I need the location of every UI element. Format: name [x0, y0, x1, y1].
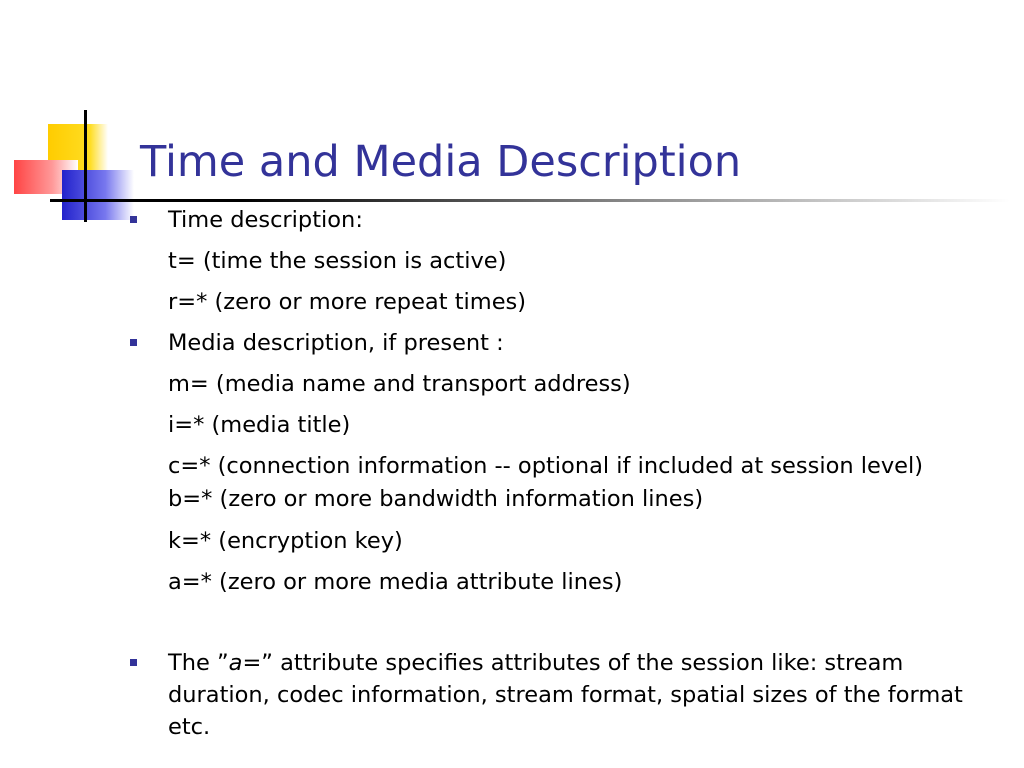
- media-description-heading: Media description, if present :: [168, 330, 504, 356]
- slide-title: Time and Media Description: [140, 137, 742, 187]
- title-divider: [50, 199, 1010, 202]
- decorative-squares-graphic: [0, 0, 140, 240]
- bullet-square-icon: [130, 339, 137, 346]
- media-description-line: m= (media name and transport address): [168, 371, 631, 397]
- media-description-line: i=* (media title): [168, 412, 351, 438]
- media-description-line: a=* (zero or more media attribute lines): [168, 569, 623, 595]
- attribute-note-prefix: The ”: [168, 650, 229, 676]
- time-description-line: t= (time the session is active): [168, 248, 507, 274]
- attribute-note-suffix: ” attribute specifies attributes of the session like: stream duration, codec information, stream format, spatial sizes of the format etc.: [168, 650, 963, 740]
- time-description-line: r=* (zero or more repeat times): [168, 289, 527, 315]
- attribute-note: [168, 647, 998, 743]
- bullet-square-icon: [130, 216, 137, 223]
- media-description-line: b=* (zero or more bandwidth information lines): [168, 486, 704, 512]
- bullet-square-icon: [130, 659, 137, 666]
- time-description-heading: Time description:: [168, 207, 363, 233]
- attribute-code: a=: [228, 650, 262, 676]
- media-description-line: c=* (connection information -- optional if included at session level): [168, 453, 924, 479]
- media-description-line: k=* (encryption key): [168, 528, 403, 554]
